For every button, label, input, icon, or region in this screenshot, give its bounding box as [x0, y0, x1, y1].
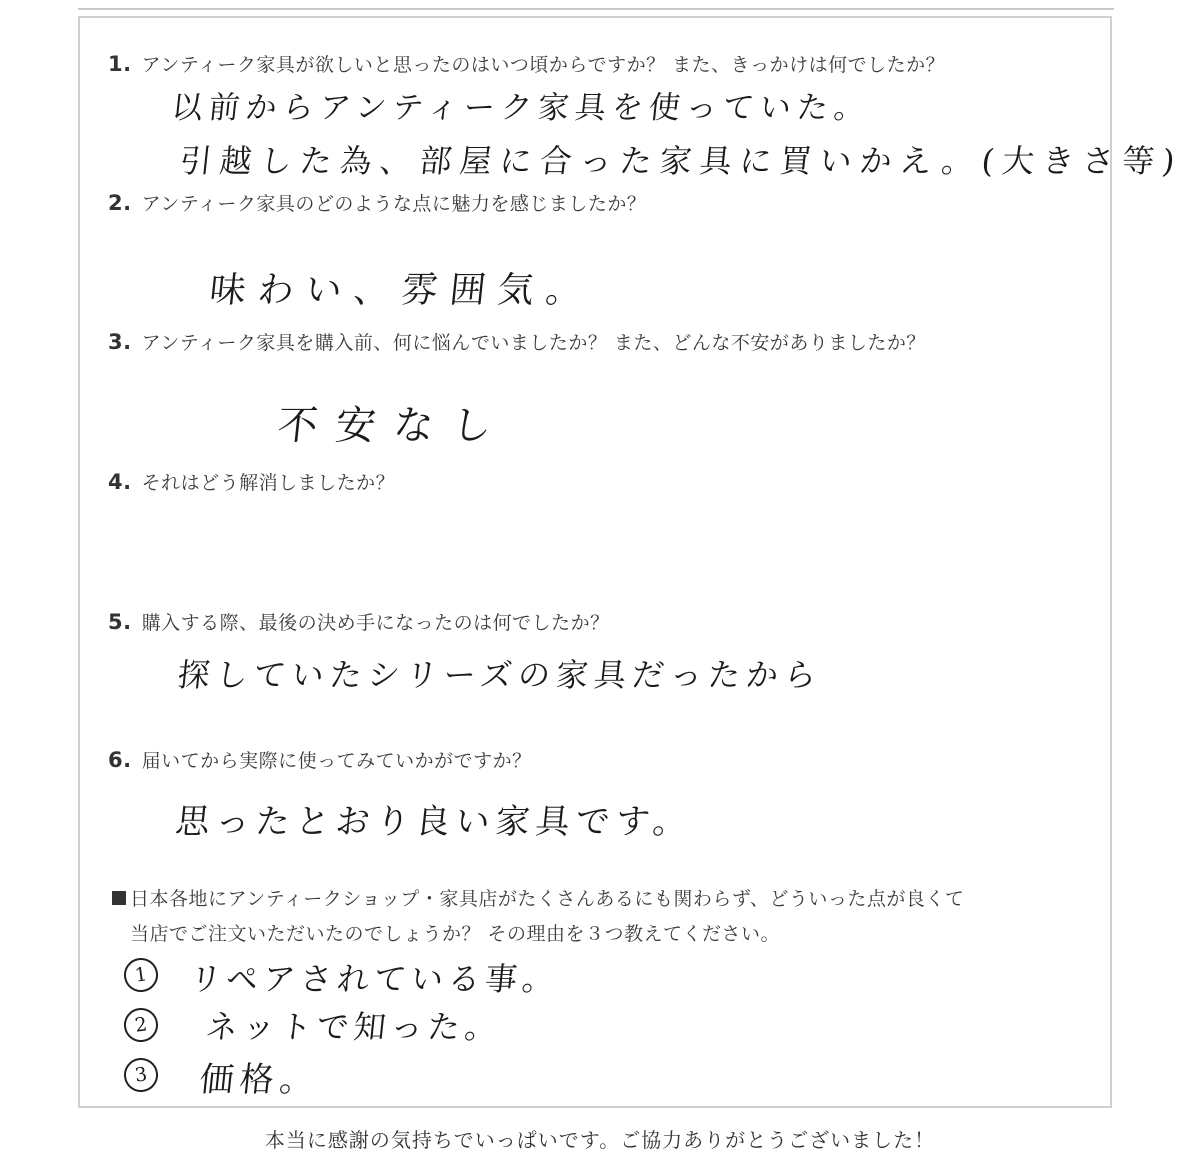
answer-1-line-2: 引越した為、部屋に合った家具に買いかえ。(大きさ等) — [177, 142, 1185, 180]
answer-2: 味わい、雰囲気。 — [207, 270, 596, 311]
question-number: 2. — [108, 191, 132, 215]
reasons-prompt-line-1 — [112, 884, 964, 911]
reason-2: ネットで知った。 — [203, 1008, 504, 1046]
question-number: 3. — [108, 330, 132, 354]
question-number: 6. — [108, 748, 132, 772]
reasons-prompt-text: 日本各地にアンティークショップ・家具店がたくさんあるにも関わらず、どういった点が良くて — [130, 888, 965, 910]
question-text: それはどう解消しましたか？ — [141, 472, 396, 494]
question-number: 4. — [108, 470, 132, 494]
answer-1-line-1: 以前からアンティーク家具を使っていた。 — [169, 90, 873, 126]
top-rule — [78, 8, 1114, 10]
answer-6: 思ったとおり良い家具です。 — [173, 802, 696, 842]
question-text: 購入する際、最後の決め手になったのは何でしたか？ — [141, 612, 610, 634]
reason-3: 価格。 — [197, 1060, 322, 1100]
question-text: アンティーク家具を購入前、何に悩んでいましたか？ また、どんな不安がありましたか？ — [141, 332, 926, 354]
reasons-prompt-line-2: 当店でご注文いただいたのでしょうか？ その理由を３つ教えてください。 — [130, 923, 781, 945]
question-number: 1. — [108, 52, 132, 76]
reason-2-number-icon: 2 — [122, 1006, 160, 1044]
question-number: 5. — [108, 610, 132, 634]
square-bullet-icon — [112, 891, 126, 905]
question-4 — [108, 468, 395, 495]
question-3 — [108, 328, 926, 355]
answer-5: 探していたシリーズの家具だったから — [175, 656, 825, 694]
reason-1: リペアされている事。 — [187, 960, 562, 998]
question-1 — [108, 50, 945, 77]
answer-3: 不安なし — [275, 403, 513, 449]
question-text: アンティーク家具のどのような点に魅力を感じましたか？ — [141, 193, 647, 215]
question-2 — [108, 189, 646, 216]
question-text: アンティーク家具が欲しいと思ったのはいつ頃からですか？ また、きっかけは何でしたか？ — [141, 54, 946, 76]
question-text: 届いてから実際に使ってみていかがですか？ — [141, 750, 532, 772]
question-6 — [108, 746, 532, 773]
reason-1-number-icon: 1 — [122, 956, 160, 994]
question-5 — [108, 608, 610, 635]
reason-3-number-icon: 3 — [122, 1056, 160, 1094]
thank-you-footer: 本当に感謝の気持ちでいっぱいです。ご協力ありがとうございました！ — [264, 1128, 936, 1152]
